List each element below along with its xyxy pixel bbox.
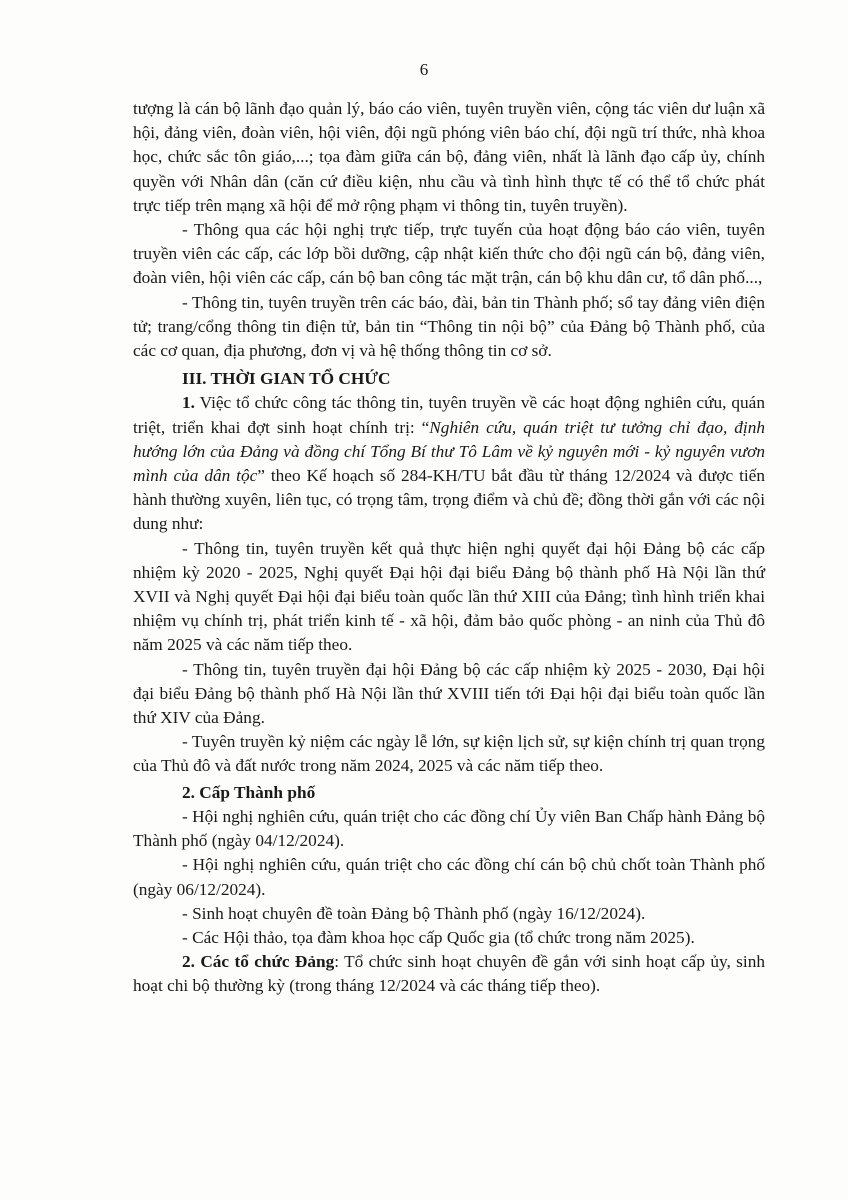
paragraph-bullet-national-seminars: - Các Hội thảo, tọa đàm khoa học cấp Quốc gia (tổ chức trong năm 2025). [182,927,695,947]
paragraph-party-organizations [133,950,765,998]
paragraph-item-1 [133,391,765,536]
paragraph-bullet-results: - Thông tin, tuyên truyền kết quả thực hiện nghị quyết đại hội Đảng bộ các cấp nhiệm kỳ 2020 - 2025, Nghị quyết Đại hội đại biểu Đảng bộ thành phố Hà Nội lần thứ XVII và Nghị quyết Đại hội đại biểu toàn quốc lần thứ XIII của Đảng; tình hình triển khai nhiệm vụ chính trị, phát triển kinh tế - xã hội, đảm bảo quốc phòng - an ninh của Thủ đô năm 2025 và các năm tiếp theo. [133,538,765,655]
item-1-label: 1. [182,393,195,413]
party-organizations-text: : Tổ chức sinh hoạt chuyên đề gắn với sinh hoạt cấp ủy, sinh hoạt chi bộ thường kỳ (trong tháng 12/2024 và các tháng tiếp theo). [133,952,765,996]
item-1-text-b: ” theo Kế hoạch số 284-KH/TU bắt đầu từ tháng 12/2024 và được tiến hành thường xuyên, liên tục, có trọng tâm, trọng điểm và chủ đề; đồng thời gắn với các nội dung như: [133,466,765,534]
paragraph-bullet-conferences: - Thông qua các hội nghị trực tiếp, trực tuyến của hoạt động báo cáo viên, tuyên truyền viên các cấp, các lớp bồi dưỡng, cập nhật kiến thức cho đội ngũ cán bộ, đảng viên, đoàn viên, hội viên các cấp, cán bộ ban công tác mặt trận, cán bộ khu dân cư, tổ dân phố..., [133,220,765,288]
paragraph-continuation: tượng là cán bộ lãnh đạo quản lý, báo cáo viên, tuyên truyền viên, cộng tác viên dư luận xã hội, đảng viên, đoàn viên, hội viên, đội ngũ phóng viên báo chí, đội ngũ trí thức, nhà khoa học, chức sắc tôn giáo,...; tọa đàm giữa cán bộ, đảng viên, nhất là lãnh đạo cấp ủy, chính quyền với Nhân dân (căn cứ điều kiện, nhu cầu và tình hình thực tế có thể tổ chức phát trực tiếp trên mạng xã hội để mở rộng phạm vi thông tin, tuyên truyền). [133,99,765,215]
item-1-text-a: Việc tổ chức công tác thông tin, tuyên truyền về các hoạt động nghiên cứu, quán triệt, triển khai đợt sinh hoạt chính trị: “ [133,393,765,437]
page-number: 6 [419,60,429,79]
paragraph-bullet-anniversaries: - Tuyên truyền kỷ niệm các ngày lễ lớn, sự kiện lịch sử, sự kiện chính trị quan trọng của Thủ đô và đất nước trong năm 2024, 2025 và các năm tiếp theo. [133,732,765,776]
document-body [133,97,765,999]
item-1-italic-title: Nghiên cứu, quán triệt tư tưởng chỉ đạo, định hướng lớn của Đảng và đồng chí Tổng Bí thư Tô Lâm về kỷ nguyên mới - kỷ nguyên vươn mình của dân tộc [133,417,765,486]
subheading-city-level: 2. Cấp Thành phố [182,782,316,802]
paragraph-bullet-thematic-session: - Sinh hoạt chuyên đề toàn Đảng bộ Thành phố (ngày 16/12/2024). [182,903,646,923]
party-organizations-label: 2. Các tổ chức Đảng [182,952,335,972]
paragraph-bullet-executive-committee: - Hội nghị nghiên cứu, quán triệt cho các đồng chí Ủy viên Ban Chấp hành Đảng bộ Thành phố (ngày 04/12/2024). [133,806,765,851]
paragraph-bullet-media: - Thông tin, tuyên truyền trên các báo, đài, bản tin Thành phố; sổ tay đảng viên điện tử; trang/cổng thông tin điện tử, bản tin “Thông tin nội bộ” của Đảng bộ Thành phố, của các cơ quan, địa phương, đơn vị và hệ thống thông tin cơ sở. [133,292,765,361]
paragraph-bullet-congress: - Thông tin, tuyên truyền đại hội Đảng bộ các cấp nhiệm kỳ 2025 - 2030, Đại hội đại biểu Đảng bộ thành phố Hà Nội lần thứ XVIII tiến tới Đại hội đại biểu toàn quốc lần thứ XIV của Đảng. [133,659,765,728]
paragraph-bullet-key-officials: - Hội nghị nghiên cứu, quán triệt cho các đồng chí cán bộ chủ chốt toàn Thành phố (ngày 06/12/2024). [133,855,765,899]
section-heading-timing: III. THỜI GIAN TỔ CHỨC [182,369,391,389]
